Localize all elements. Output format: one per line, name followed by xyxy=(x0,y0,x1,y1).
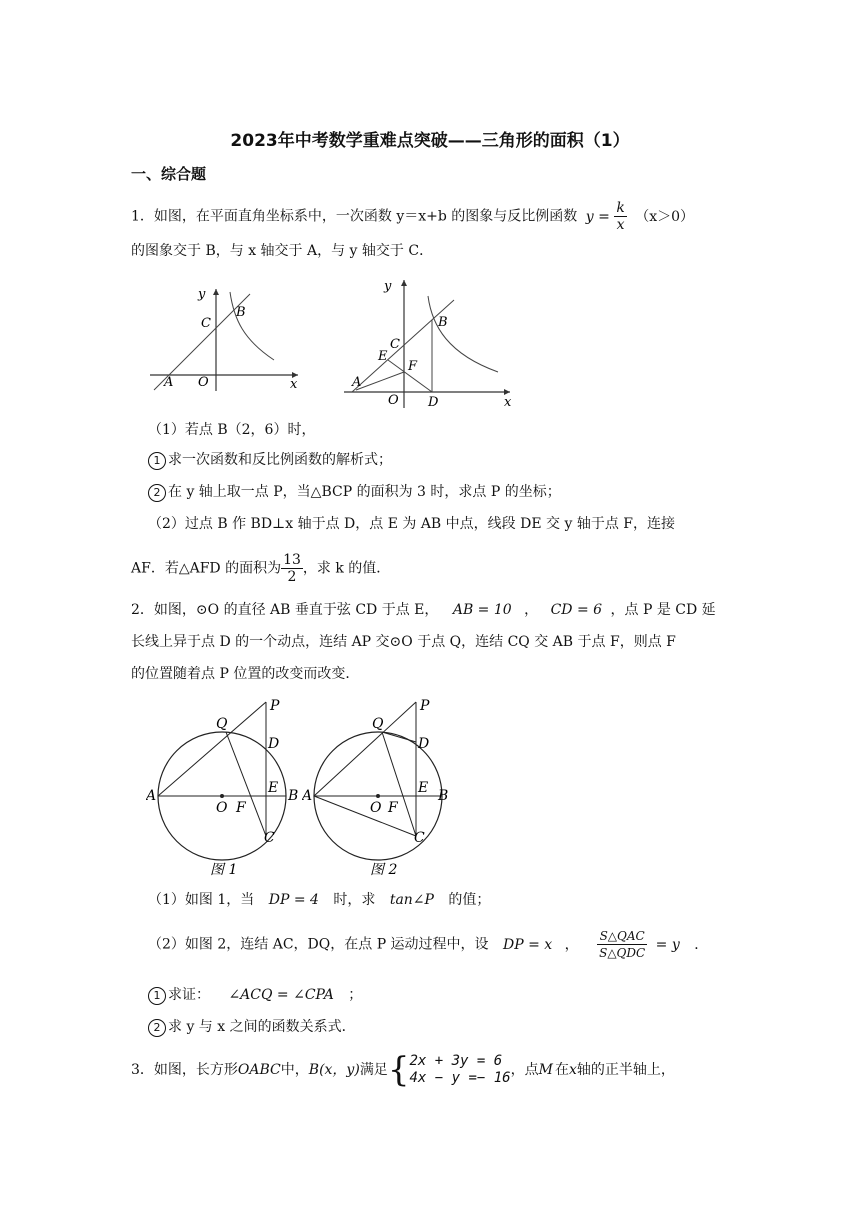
q2-line1: 2．如图，⊙O 的直径 AB 垂直于弦 CD 于点 E， AB = 10 ， CD = 6 ，点 P 是 CD 延 xyxy=(131,602,716,618)
q3-line1: 3．如图，长方形OABC中，B(x，y)满足{ 2x + 3y = 6 4x − y =− 16 ，点M 在x轴的正半轴上， xyxy=(131,1050,675,1090)
q2f2-b-label: B xyxy=(438,788,449,804)
q2-line2: 长线上异于点 D 的一个动点，连结 AP 交⊙O 于点 Q，连结 CQ 交 AB 于点 F，则点 F xyxy=(131,634,676,650)
q2-fig2-caption: 图 2 xyxy=(370,862,398,878)
q1-part1: （1）若点 B（2，6）时， xyxy=(148,422,316,438)
q1f2-o-label: O xyxy=(388,393,399,408)
q1-fraction-13-over-2: $\frac{13}{2}$ xyxy=(283,552,301,585)
circled-number-1: 1 xyxy=(148,987,166,1005)
q1f2-c-label: C xyxy=(390,337,400,352)
system-brace: { xyxy=(387,1050,410,1090)
q2-figure-1 xyxy=(146,694,306,880)
q1f2-x-label: x xyxy=(504,395,512,410)
q2-part2: （2）如图 2，连结 AC，DQ，在点 P 运动过程中，设 DP = x ， $\frac{\text{S△QAC}}{\text{S△QDC}}$ = y ． xyxy=(148,929,709,960)
circled-number-1: 1 xyxy=(148,452,166,470)
q2-part2-sub1: 1 求证： ∠ACQ = ∠CPA ； xyxy=(148,985,362,1005)
q1f1-y-label: y xyxy=(198,287,206,302)
q1f2-f-label: F xyxy=(408,359,418,374)
q1f2-e-label: E xyxy=(378,349,388,364)
q2-part1: （1）如图 1，当 DP = 4 时，求 tan∠P 的值； xyxy=(148,892,491,908)
section-heading: 一、综合题 xyxy=(131,165,207,183)
q2f2-p-label: P xyxy=(420,698,430,714)
q1-figure-right xyxy=(340,274,516,410)
q2f2-e-label: E xyxy=(418,780,429,796)
q2f2-q-label: Q xyxy=(372,716,384,732)
circled-number-2: 2 xyxy=(148,484,166,502)
q2f1-q-label: Q xyxy=(216,716,228,732)
q1-part1-sub2: 2 在 y 轴上取一点 P，当△BCP 的面积为 3 时，求点 P 的坐标； xyxy=(148,482,561,502)
q2f1-e-label: E xyxy=(268,780,279,796)
q2-area-ratio-fraction: $\frac{\text{S△QAC}}{\text{S△QDC}}$ xyxy=(599,929,646,960)
circled-number-2: 2 xyxy=(148,1019,166,1037)
q1-line2: 的图象交于 B，与 x 轴交于 A，与 y 轴交于 C． xyxy=(131,243,434,259)
q1f1-o-label: O xyxy=(198,375,209,390)
q1f2-b-label: B xyxy=(438,315,448,330)
q1-fraction-k-over-x: $\frac{k}{x}$ xyxy=(616,200,625,233)
q1f2-a-label: A xyxy=(352,375,362,390)
q1-line1: 1．如图，在平面直角坐标系中，一次函数 y＝x+b 的图象与反比例函数 y = $\frac{k}{x}$ （x＞0） xyxy=(131,200,695,233)
q1f2-d-label: D xyxy=(428,395,439,410)
q2f1-d-label: D xyxy=(268,736,280,752)
q2f1-f-label: F xyxy=(236,800,246,816)
q1-part2-line2: AF．若△AFD 的面积为 $\frac{13}{2}$ ，求 k 的值． xyxy=(131,552,391,585)
q1f1-c-label: C xyxy=(201,316,211,331)
q2-figure-2 xyxy=(302,694,462,880)
q1-figure-left xyxy=(148,286,306,394)
q2-line3: 的位置随着点 P 位置的改变而改变． xyxy=(131,666,360,682)
q2f2-f-label: F xyxy=(388,800,398,816)
q2f1-p-label: P xyxy=(270,698,280,714)
q1f1-x-label: x xyxy=(290,377,298,392)
q2f2-c-label: C xyxy=(414,830,425,846)
q2f1-a-label: A xyxy=(146,788,157,804)
q2f2-a-label: A xyxy=(302,788,313,804)
q2f1-o-label: O xyxy=(216,800,228,816)
q2f1-b-label: B xyxy=(288,788,299,804)
q1f2-y-label: y xyxy=(384,279,392,294)
q2f1-c-label: C xyxy=(264,830,275,846)
equation-system: 2x + 3y = 6 4x − y =− 16 xyxy=(409,1053,511,1086)
q2f2-d-label: D xyxy=(418,736,430,752)
q1f1-a-label: A xyxy=(164,375,174,390)
q1-part2: （2）过点 B 作 BD⊥x 轴于点 D，点 E 为 AB 中点，线段 DE 交 y 轴于点 F，连接 xyxy=(148,516,675,532)
q1-part1-sub1: 1 求一次函数和反比例函数的解析式； xyxy=(148,450,392,470)
q2-fig1-caption: 图 1 xyxy=(210,862,238,878)
q1f1-b-label: B xyxy=(236,305,246,320)
page-title: 2023年中考数学重难点突破——三角形的面积（1） xyxy=(230,131,630,151)
q2-part2-sub2: 2 求 y 与 x 之间的函数关系式． xyxy=(148,1017,356,1037)
q2f2-o-label: O xyxy=(370,800,382,816)
